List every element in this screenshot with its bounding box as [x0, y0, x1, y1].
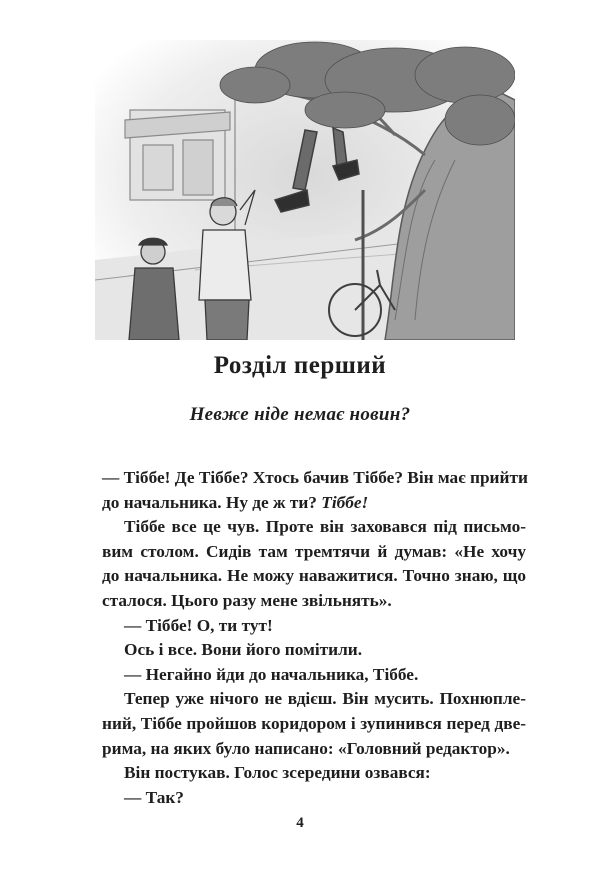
chapter-title: Розділ перший [213, 352, 387, 379]
text-fragment: до начальника. Ну де ж ти? [102, 492, 322, 512]
text-line: — Тіббе! О, ти тут! [124, 615, 273, 635]
chapter-illustration [95, 40, 515, 340]
text-line: ний, Тіббе пройшов коридором і зупинився перед две- [102, 713, 526, 733]
text-line: вим столом. Сидів там тремтячи й думав: «Не хочу [102, 541, 526, 561]
chapter-subtitle: Невже ніде немає новин? [189, 404, 411, 425]
text-line [102, 491, 526, 516]
text-line: — Негайно йди до начальника, Тіббе. [124, 664, 419, 684]
text-line: рима, на яких було написано: «Головний редактор». [102, 738, 510, 758]
body-text [102, 466, 526, 810]
text-line: — Тіббе! Де Тіббе? Хтось бачив Тіббе? Він має прийти [102, 468, 528, 487]
text-fragment-italic: Тіббе! [321, 492, 369, 512]
text-line: Тепер уже нічого не вдієш. Він мусить. Похнюпле- [124, 689, 526, 709]
text-line: Ось і все. Вони його помітили. [124, 640, 363, 660]
street-tree-illustration-icon [95, 40, 515, 340]
text-line: до начальника. Не можу наважитися. Точно знаю, що [102, 566, 526, 586]
page-number: 4 [296, 815, 304, 831]
text-line: сталося. Цього разу мене звільнять». [102, 590, 392, 610]
text-line: Він постукав. Голос зсередини озвався: [124, 763, 431, 783]
text-line: — Так? [124, 787, 184, 807]
text-line: Тіббе все це чув. Проте він заховався під письмо- [124, 517, 526, 537]
